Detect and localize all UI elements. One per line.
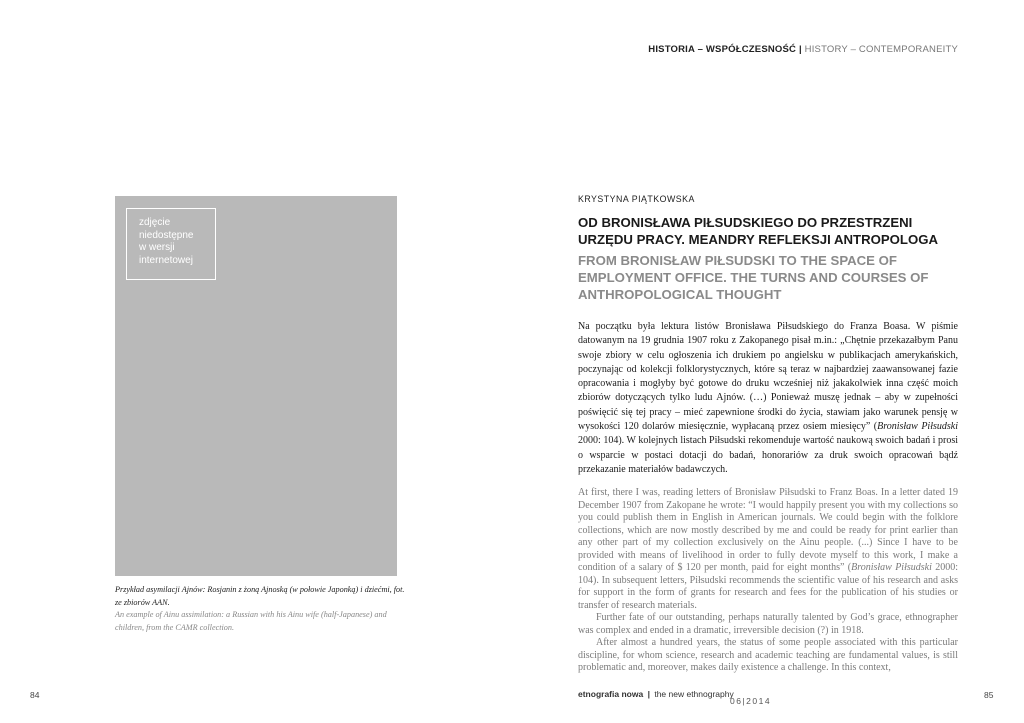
running-head-polish: HISTORIA – WSPÓŁCZESNOŚĆ	[648, 44, 797, 55]
citation: Bronisław Piłsudski	[851, 562, 932, 573]
body-paragraph-english: Further fate of our outstanding, perhaps naturally talented by God’s grace, ethnographer was complex and ended in a dramatic, irreversible decision (?) in 1918.	[578, 612, 958, 636]
journal-footer	[578, 689, 772, 706]
body-paragraph-english	[578, 487, 958, 612]
running-head	[560, 44, 958, 55]
body-paragraph-english: After almost a hundred years, the status of some people associated with this particular discipline, for whom science, research and academic teaching are fundamental values, is still problematic and, moreover, makes daily existence a challenge. In this context,	[578, 637, 958, 673]
footer-separator: |	[647, 689, 650, 699]
photo-placeholder	[115, 196, 397, 576]
page-number-left: 84	[30, 690, 40, 700]
photo-caption	[115, 584, 405, 634]
placeholder-line: zdjęcie	[139, 217, 171, 228]
article-title-english: FROM BRONISŁAW PIŁSUDSKI TO THE SPACE OF EMPLOYMENT OFFICE. THE TURNS AND COURSES OF ANTHROPOLOGICAL THOUGHT	[578, 253, 929, 302]
placeholder-line: niedostępne	[139, 229, 194, 241]
body-text-english	[578, 487, 958, 675]
running-head-english: HISTORY – CONTEMPORANEITY	[804, 44, 958, 55]
body-text: 2000: 104). W kolejnych listach Piłsudski rekomenduje wartość naukową swoich badań i prosi o wsparcie w postaci dotacji do badań, honorariów za druk swoich opracowań bądź przekazanie materiałów badawczych.	[578, 435, 958, 475]
body-text: At first, there I was, reading letters of Bronisław Piłsudski to Franz Boas. In a letter dated 19 December 1907 from Zakopane he wrote: “I would happily present you with my collections so you could publish them in English in American journals. We could begin with the folklore collections, which are now mostly described by me and could be ready for print earlier than any other part of my collection exclusively on the Ainu people. (...) Since I have to be provided with means of livelihood in order to fully devote myself to this work, I make a condition of a salary of $ 120 per month, paid for eight months” (	[578, 487, 958, 573]
caption-english: An example of Ainu assimilation: a Russian with his Ainu wife (half-Japanese) and children, from the CAMR collection.	[115, 610, 387, 632]
article-author: KRYSTYNA PIĄTKOWSKA	[578, 194, 695, 204]
caption-polish: Przykład asymilacji Ajnów: Rosjanin z żoną Ajnoską (w połowie Japonką) i dziećmi, fot. ze zbiorów AAN.	[115, 585, 405, 607]
body-text: Na początku była lektura listów Bronisława Piłsudskiego do Franza Boasa. W piśmie datowanym na 19 grudnia 1907 roku z Zakopanego pisał m.in.: „Chętnie przekazałbym Panu swoje zbiory w celu ogłoszenia ich drukiem po angielsku w publikacjach amerykańskich, poczynając od kolekcji folklorystycznych, które są teraz w najbardziej zaawansowanej fazie opracowania i mogłyby być gotowe do druku wcześniej niż jakakolwiek inna część moich zbiorów dotyczących tylko ludu Ajnów. (…) Ponieważ muszę jednak – aby w zupełności poświęcić się tej pracy – mieć zapewnione środki do życia, stawiam jako warunek pensję w wysokości 120 dolarów miesięcznie, wypłacaną przez osiem miesięcy” (	[578, 321, 958, 433]
placeholder-notice	[126, 208, 216, 280]
body-paragraph-polish	[578, 320, 958, 477]
article-title-polish: OD BRONISŁAWA PIŁSUDSKIEGO DO PRZESTRZENI URZĘDU PRACY. MEANDRY REFLEKSJI ANTROPOLOGA	[578, 215, 938, 247]
journal-name-english: the new ethnography	[654, 689, 734, 699]
journal-issue: 06|2014	[730, 696, 772, 706]
citation: Bronisław Piłsudski	[877, 421, 958, 433]
journal-name: etnografia nowa	[578, 689, 644, 699]
placeholder-line: w wersji	[139, 242, 175, 253]
running-head-separator: |	[798, 44, 802, 55]
placeholder-line: internetowej	[139, 254, 193, 266]
page-number-right: 85	[984, 690, 994, 700]
body-text: 2000: 104). In subsequent letters, Piłsudski recommends the scientific value of his research and asks for support in the form of grants for research and fees for the publication of his studies or transfer of research materials.	[578, 562, 958, 611]
